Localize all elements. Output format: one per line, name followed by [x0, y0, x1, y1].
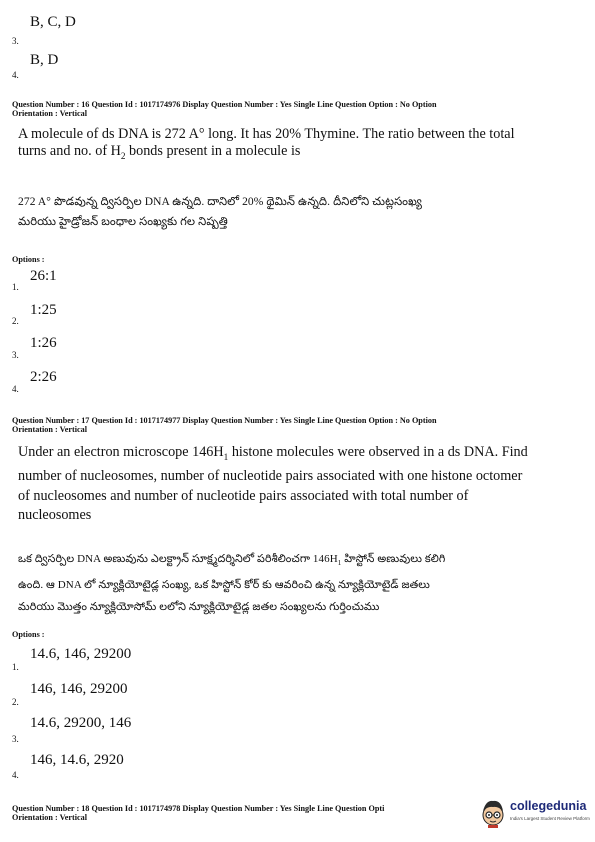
- q17-text-te-line2: ఉంది. ఆ DNA లో న్యూక్లియోటైడ్ల సంఖ్య, ఒక హిస్టోన్ కోర్ కు ఆవరించి ఉన్న న్యూక్లియోటైడ్ జతలు: [18, 579, 430, 592]
- q17-option-1-value: 14.6, 146, 29200: [30, 646, 132, 662]
- q17-text-en-line4: nucleosomes: [18, 507, 92, 524]
- q16-option-4-value: 2:26: [30, 369, 57, 385]
- q17-options-label: Options :: [12, 630, 45, 639]
- q17-text-english: [18, 443, 573, 526]
- q17-option-1-number: 1.: [12, 662, 19, 672]
- prev-option-3-value: B, C, D: [30, 14, 76, 30]
- q16-text-english: [18, 126, 573, 165]
- q16-text-en-line2: turns and no. of $H_2$ bonds present in a molecule is: [18, 143, 301, 161]
- q17-text-en-line3: of nucleosomes and number of nucleotide pairs associated with total number of: [18, 487, 469, 504]
- q16-option-1-number: 1.: [12, 282, 19, 292]
- q17-text-en-line2: number of nucleosomes, number of nucleotide pairs associated with one histone octomer: [18, 468, 523, 485]
- q17-text-te-line1: ఒక ద్విసర్పిల DNA అణువును ఎలక్ట్రాన్ సూక్ష్మదర్శినిలో పరిశీలించగా $146H_1$ హిస్టోన్ అణువులు కలిగి: [18, 553, 446, 568]
- q16-text-telugu: [18, 192, 578, 232]
- q17-option-3-number: 3.: [12, 734, 19, 744]
- mascot-icon: [480, 798, 506, 828]
- q16-option-3-value: 1:26: [30, 335, 57, 351]
- q16-header-line1: Question Number : 16 Question Id : 1017174976 Display Question Number : Yes Single Line Question Option : No Option: [12, 100, 437, 109]
- q17-text-en-line1: Under an electron microscope $146H_1$ histone molecules were observed in a ds DNA. Find: [18, 444, 528, 462]
- prev-option-4-value: B, D: [30, 52, 59, 68]
- q16-option-1-value: 26:1: [30, 268, 57, 284]
- q17-header-line1: Question Number : 17 Question Id : 1017174977 Display Question Number : Yes Single Line Question Option : No Option: [12, 416, 437, 425]
- q17-option-2-value: 146, 146, 29200: [30, 681, 128, 697]
- q16-option-4-number: 4.: [12, 384, 19, 394]
- q16-option-2-value: 1:25: [30, 302, 57, 318]
- q16-text-te-line1: 272 A° పొడవున్న ద్విసర్పిల DNA ఉన్నది. దానిలో 20% థైమిన్ ఉన్నది. దీనిలోని చుట్లసంఖ్య: [18, 196, 422, 208]
- q16-option-3-number: 3.: [12, 350, 19, 360]
- q17-text-telugu: [18, 548, 578, 618]
- prev-option-4-number: 4.: [12, 70, 19, 80]
- q16-options-label: Options :: [12, 255, 45, 264]
- logo-wordmark: collegedunia: [510, 799, 587, 813]
- q17-option-4-number: 4.: [12, 770, 19, 780]
- q18-header-line2: Orientation : Vertical: [12, 813, 88, 822]
- q16-header-line2: Orientation : Vertical: [12, 109, 88, 118]
- q17-option-2-number: 2.: [12, 697, 19, 707]
- q17-option-3-value: 14.6, 29200, 146: [30, 715, 132, 731]
- q16-text-en-line1: A molecule of ds DNA is 272 A° long. It has 20% Thymine. The ratio between the total: [18, 126, 515, 142]
- q16-option-2-number: 2.: [12, 316, 19, 326]
- q16-text-te-line2: మరియు హైడ్రోజన్ బంధాల సంఖ్యకు గల నిష్పత్తి: [18, 216, 228, 228]
- prev-option-3-number: 3.: [12, 36, 19, 46]
- q17-option-4-value: 146, 14.6, 2920: [30, 752, 124, 768]
- q17-text-te-line3: మరియు మొత్తం న్యూక్లియోసోమ్ లలోని న్యూక్లియోటైడ్ల జతల సంఖ్యలను గుర్తించుము: [18, 601, 380, 614]
- logo-tagline: India's Largest Student Review Platform: [510, 816, 590, 821]
- q18-header-line1: Question Number : 18 Question Id : 1017174978 Display Question Number : Yes Single Line Question Opti: [12, 804, 385, 813]
- collegedunia-logo: [480, 796, 592, 832]
- q17-header-line2: Orientation : Vertical: [12, 425, 88, 434]
